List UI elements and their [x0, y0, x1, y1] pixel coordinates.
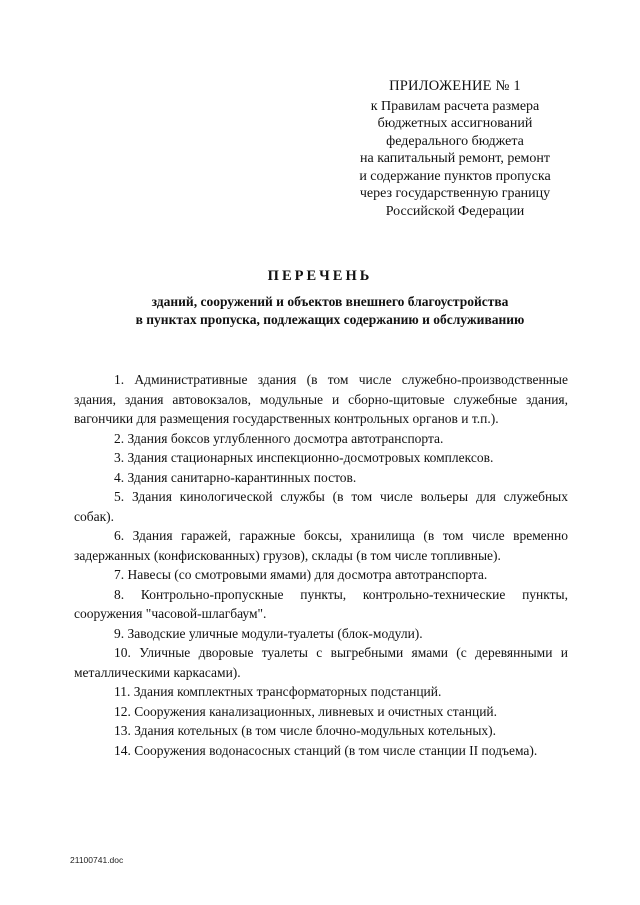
- appendix-line: федерального бюджета: [386, 133, 524, 149]
- list-item: 11. Здания комплектных трансформаторных подстанций.: [114, 684, 442, 699]
- list-item: 5. Здания кинологической службы (в том числе вольеры для служебных собак).: [74, 489, 568, 524]
- list-item: 1. Административные здания (в том числе служебно-производственные здания, здания автовокзалов, модульные и сборно-щитовые служебные здания, вагончики для размещения государственных контрольных органов и т.п.).: [74, 372, 568, 426]
- appendix-block: [330, 78, 580, 220]
- appendix-line: на капитальный ремонт, ремонт: [359, 151, 550, 166]
- list-item: 2. Здания боксов углубленного досмотра автотранспорта.: [114, 430, 444, 446]
- list-item: 4. Здания санитарно-карантинных постов.: [114, 469, 357, 485]
- document-title: ПЕРЕЧЕНЬ: [267, 268, 373, 284]
- objects-list: [74, 370, 568, 760]
- subtitle-line: в пунктах пропуска, подлежащих содержанию и обслуживанию: [135, 312, 525, 327]
- appendix-line: бюджетных ассигнований: [377, 116, 533, 131]
- appendix-line: к Правилам расчета размера: [370, 98, 540, 114]
- document-subtitle: [60, 293, 600, 329]
- list-item: 14. Сооружения водонасосных станций (в том числе станции II подъема).: [114, 742, 538, 758]
- list-item: 12. Сооружения канализационных, ливневых и очистных станций.: [114, 703, 498, 719]
- list-item: 7. Навесы (со смотровыми ямами) для досмотра автотранспорта.: [114, 567, 488, 582]
- list-item: 10. Уличные дворовые туалеты с выгребными ямами (с деревянными и металлическими каркасами).: [74, 645, 568, 680]
- appendix-line: через государственную границу: [359, 186, 551, 201]
- subtitle-line: зданий, сооружений и объектов внешнего благоустройства: [151, 294, 509, 309]
- list-item: 9. Заводские уличные модули-туалеты (блок-модули).: [114, 625, 423, 641]
- appendix-line: Российской Федерации: [385, 203, 525, 219]
- list-item: 13. Здания котельных (в том числе блочно-модульных котельных).: [114, 723, 497, 738]
- list-item: 6. Здания гаражей, гаражные боксы, хранилища (в том числе временно задержанных (конфискованных) грузов), склады (в том числе топливные).: [74, 528, 568, 563]
- list-item: 3. Здания стационарных инспекционно-досмотровых комплексов.: [114, 450, 494, 465]
- appendix-title: ПРИЛОЖЕНИЕ № 1: [389, 78, 521, 94]
- appendix-line: и содержание пунктов пропуска: [359, 168, 551, 184]
- list-item: 8. Контрольно-пропускные пункты, контрольно-технические пункты, сооружения "часовой-шлагбаум".: [74, 586, 568, 621]
- footer-filename: 21100741.doc: [70, 855, 124, 865]
